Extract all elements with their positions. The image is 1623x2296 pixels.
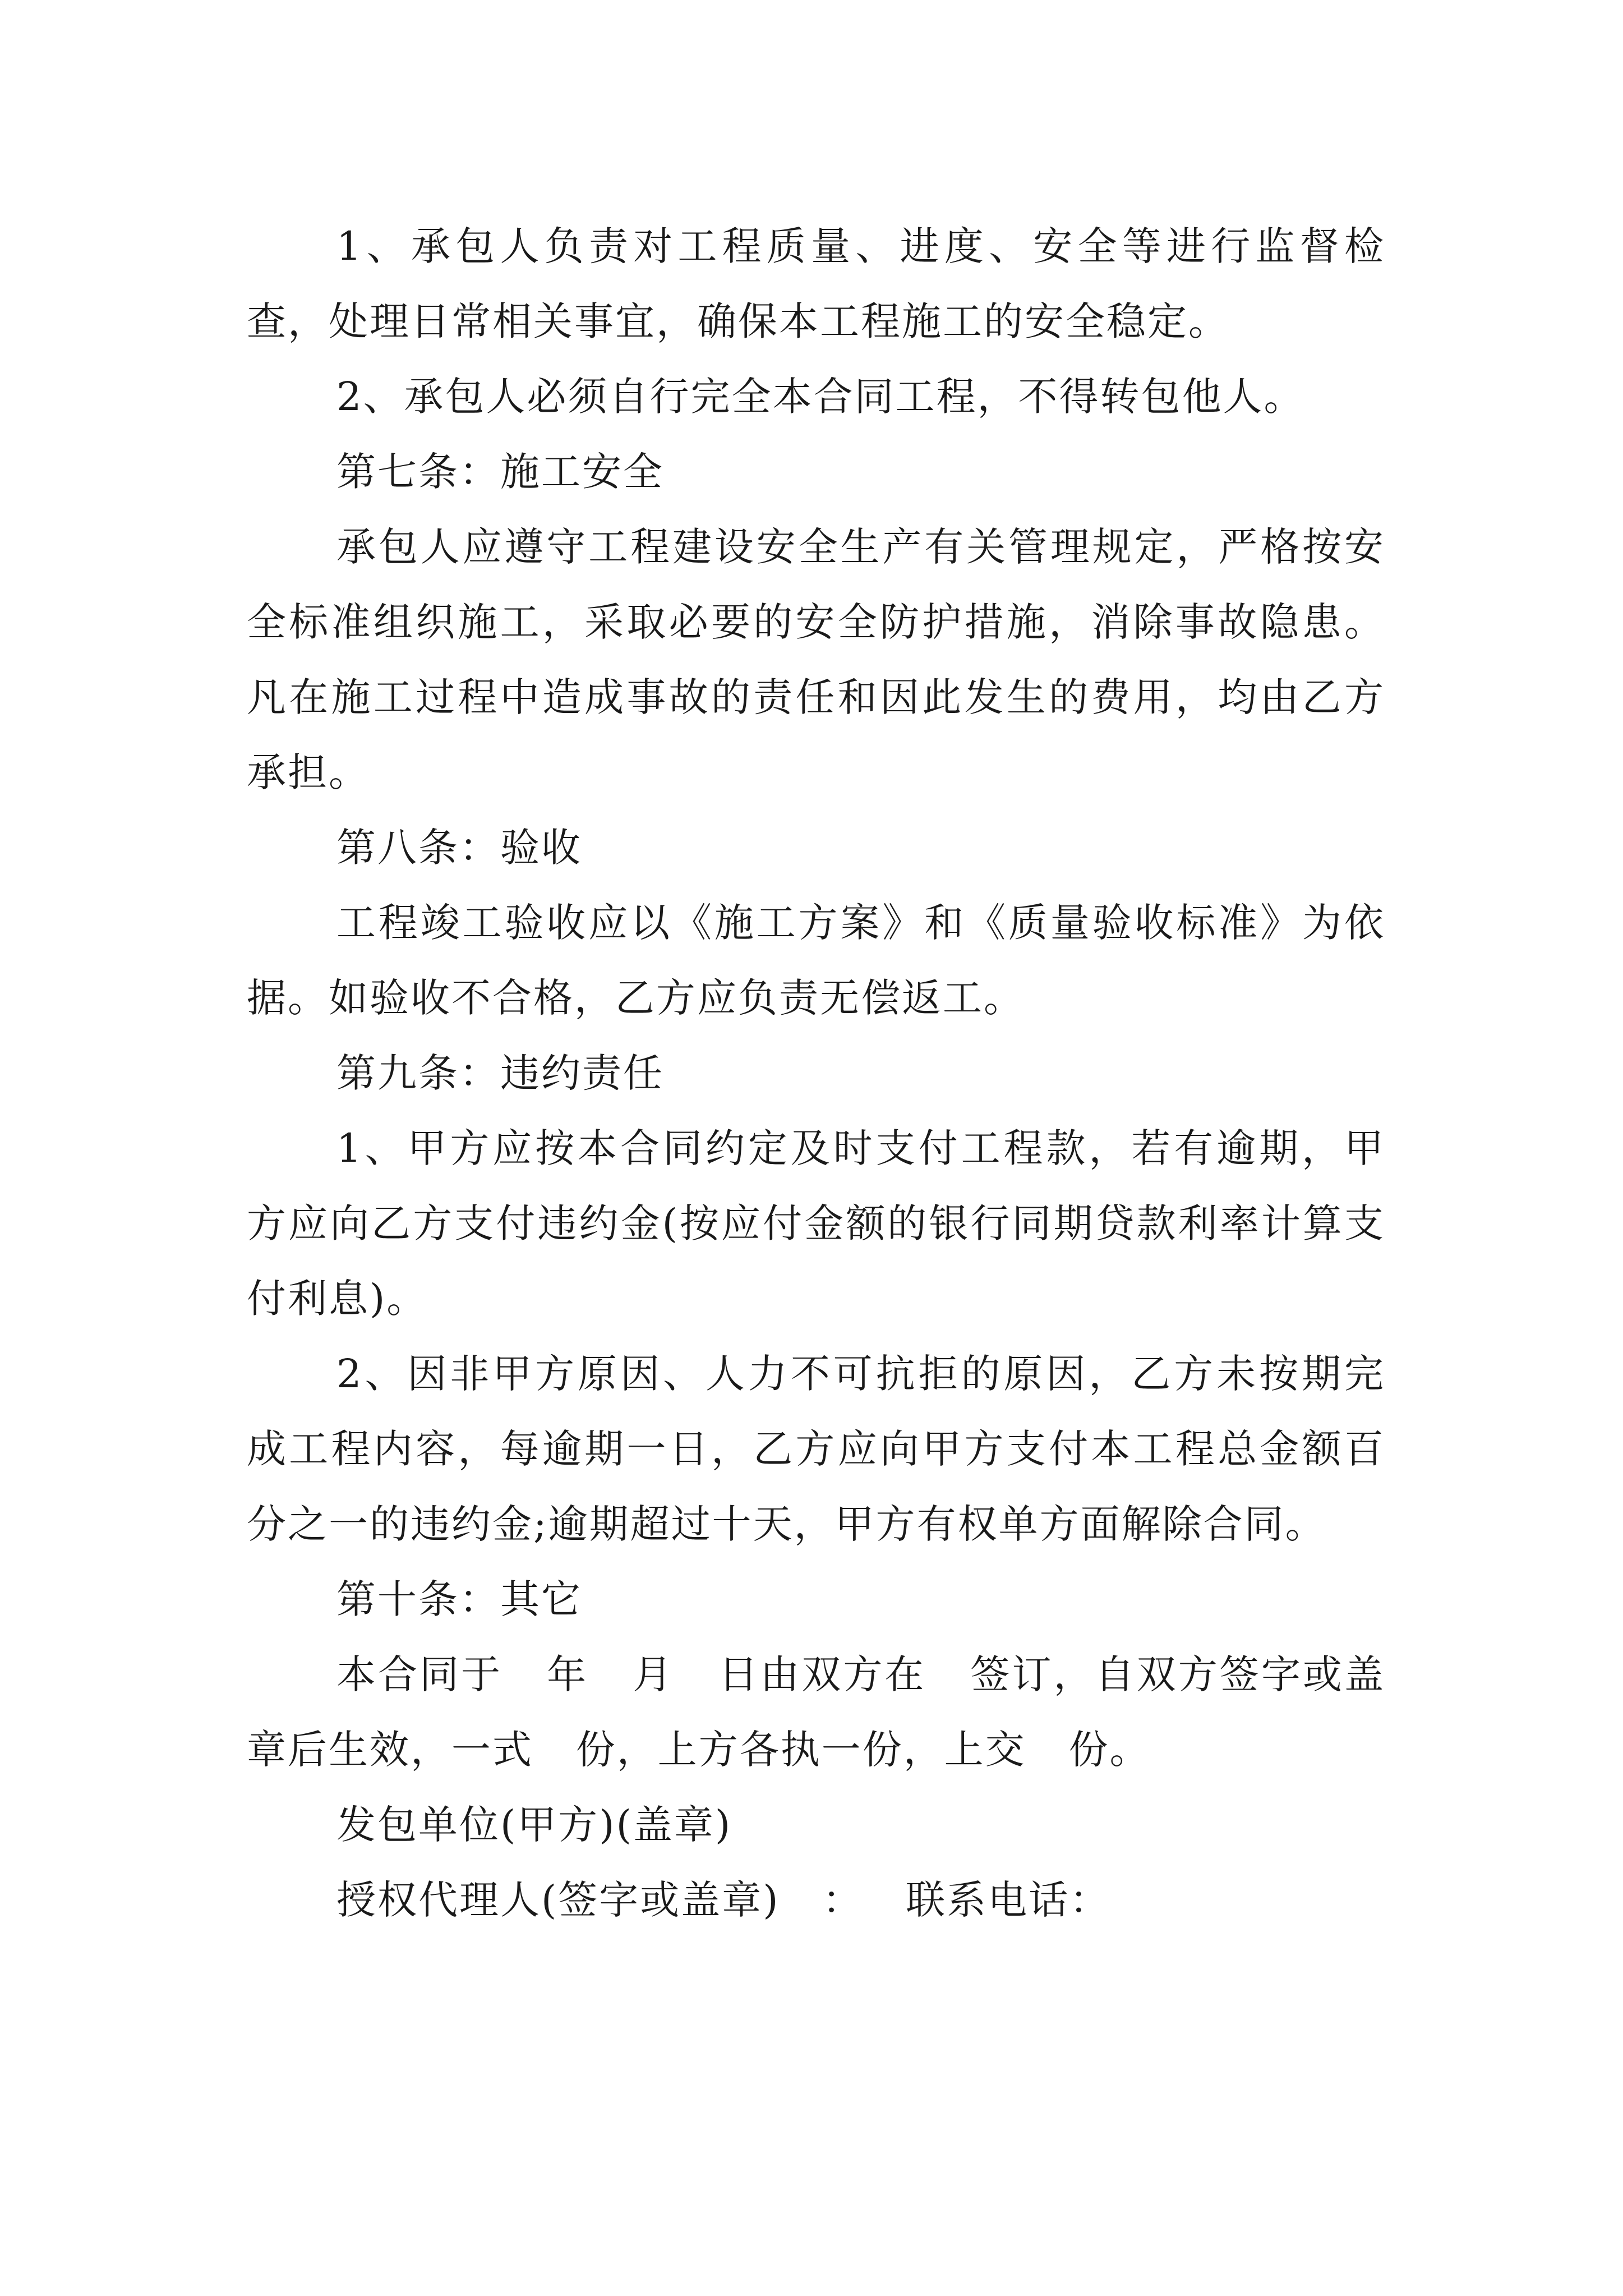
clause-8-heading: 第八条：验收: [336, 825, 582, 871]
clause-9-item-1: 1、甲方应按本合同约定及时支付工程款，若有逾期，甲方应向乙方支付违约金(按应付金额的银行同期贷款利率计算支付利息)。: [247, 1125, 1385, 1322]
clause-6-item-1: 1、承包人负责对工程质量、进度、安全等进行监督检查，处理日常相关事宜，确保本工程施工的安全稳定。: [247, 223, 1385, 344]
clause-6-item-2: 2、承包人必须自行完全本合同工程，不得转包他人。: [336, 374, 1305, 420]
clause-9-item-2: 2、因非甲方原因、人力不可抗拒的原因，乙方未按期完成工程内容，每逾期一日，乙方应向甲方支付本工程总金额百分之一的违约金;逾期超过十天，甲方有权单方面解除合同。: [247, 1351, 1385, 1547]
document-body: [247, 209, 1385, 1938]
clause-8-body: 工程竣工验收应以《施工方案》和《质量验收标准》为依据。如验收不合格，乙方应负责无偿返工。: [247, 900, 1385, 1021]
clause-10-heading: 第十条：其它: [336, 1576, 582, 1622]
clause-9-heading: 第九条：违约责任: [336, 1050, 664, 1096]
clause-7-heading: 第七条：施工安全: [336, 449, 664, 495]
authorized-agent-line: 授权代理人(签字或盖章) ： 联系电话：: [336, 1877, 1111, 1923]
party-a-signature-line: 发包单位(甲方)(盖章): [336, 1802, 732, 1848]
clause-7-body: 承包人应遵守工程建设安全生产有关管理规定，严格按安全标准组织施工，采取必要的安全防护措施，消除事故隐患。凡在施工过程中造成事故的责任和因此发生的费用，均由乙方承担。: [247, 524, 1385, 795]
clause-10-body: 本合同于 年 月 日由双方在 签订，自双方签字或盖章后生效，一式 份，上方各执一份，上交 份。: [247, 1651, 1385, 1773]
